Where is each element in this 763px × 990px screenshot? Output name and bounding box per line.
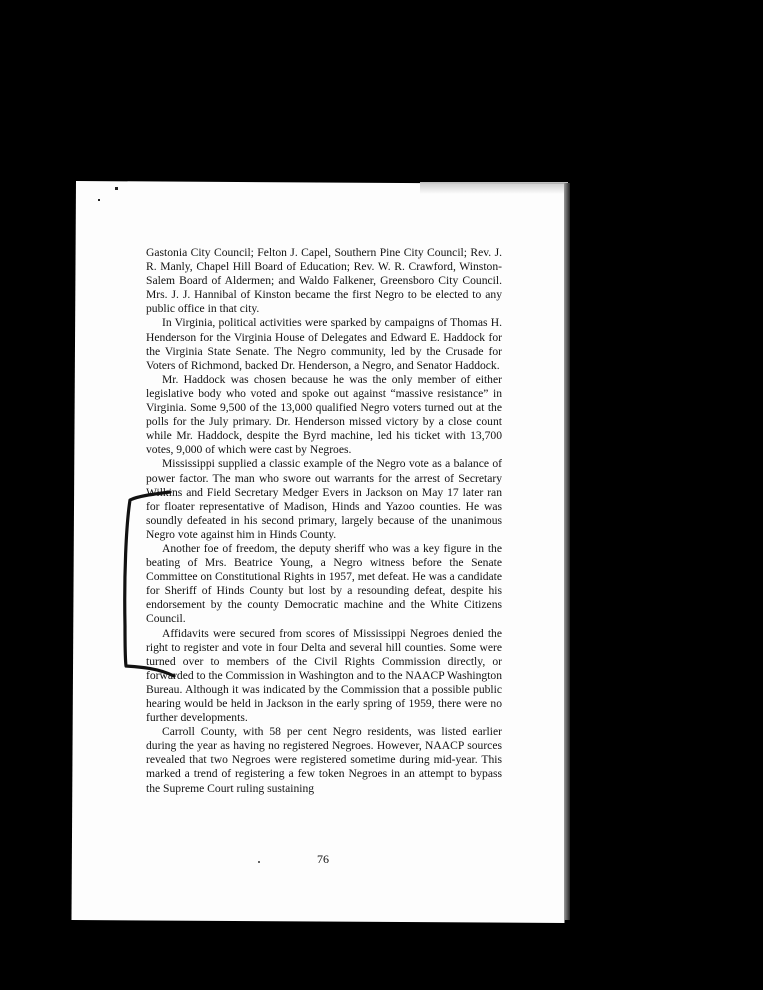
page-edge-shadow xyxy=(564,183,570,920)
paragraph: Gastonia City Council; Felton J. Capel, Southern Pine City Council; Rev. J. R. Manly, Chapel Hill Board of Education; Rev. W. R. Crawford, Winston-Salem Board of Aldermen; and Waldo Falkener, Greensboro City Council. Mrs. J. J. Hannibal of Kinston became the first Negro to be elected to any public office in that city. xyxy=(146,246,502,316)
handwritten-margin-bracket xyxy=(118,486,178,686)
paragraph: Another foe of freedom, the deputy sheriff who was a key figure in the beating of Mrs. Beatrice Young, a Negro witness before the Senate Committee on Constitutional Rights in 1957, met defeat. He was a candidate for Sheriff of Hinds County but lost by a resounding defeat, despite his endorsement by the county Democratic machine and the White Citizens Council. xyxy=(146,541,502,626)
paragraph: Mr. Haddock was chosen because he was the only member of either legislative body who voted and spoke out against “massive resistance” in Virginia. Some 9,500 of the 13,000 qualified Negro voters turned out at the polls for the July primary. Dr. Henderson missed victory by a close count while Mr. Haddock, despite the Byrd machine, led his ticket with 13,700 votes, 9,000 of which were cast by Negroes. xyxy=(146,372,502,457)
paragraph: Affidavits were secured from scores of Mississippi Negroes denied the right to register and vote in four Delta and several hill counties. Some were turned over to members of the Civil Rights Commission directly, or forwarded to the Commission in Washington and to the NAACP Washington Bureau. Although it was indicated by the Commission that a possible public hearing would be held in Jackson in the early spring of 1959, there were no further developments. xyxy=(146,626,503,725)
scan-speck xyxy=(98,199,100,201)
paragraph: Mississippi supplied a classic example of the Negro vote as a balance of power factor. The man who swore out warrants for the arrest of Secretary Wilkins and Field Secretary Medger Evers in Jackson on May 17 later ran for floater representative of Madison, Hinds and Yazoo counties. He was soundly defeated in his second primary, largely because of the unanimous Negro vote against him in Hinds County. xyxy=(146,457,502,541)
paragraph: Carroll County, with 58 per cent Negro residents, was listed earlier during the year as having no registered Negroes. However, NAACP sources revealed that two Negroes were registered sometime during mid-year. This marked a trend of registering a few token Negroes in an attempt to bypass the Supreme Court ruling sustaining xyxy=(146,725,502,795)
paragraph: In Virginia, political activities were sparked by campaigns of Thomas H. Henderson for the Virginia House of Delegates and Edward E. Haddock for the Virginia State Senate. The Negro community, led by the Crusade for Voters of Richmond, backed Dr. Henderson, a Negro, and Senator Haddock. xyxy=(146,316,502,372)
scan-smudge xyxy=(420,182,568,194)
page-number: 76 xyxy=(317,852,329,866)
scan-speck xyxy=(115,187,118,190)
body-text xyxy=(146,246,502,796)
page-speck xyxy=(258,861,260,863)
